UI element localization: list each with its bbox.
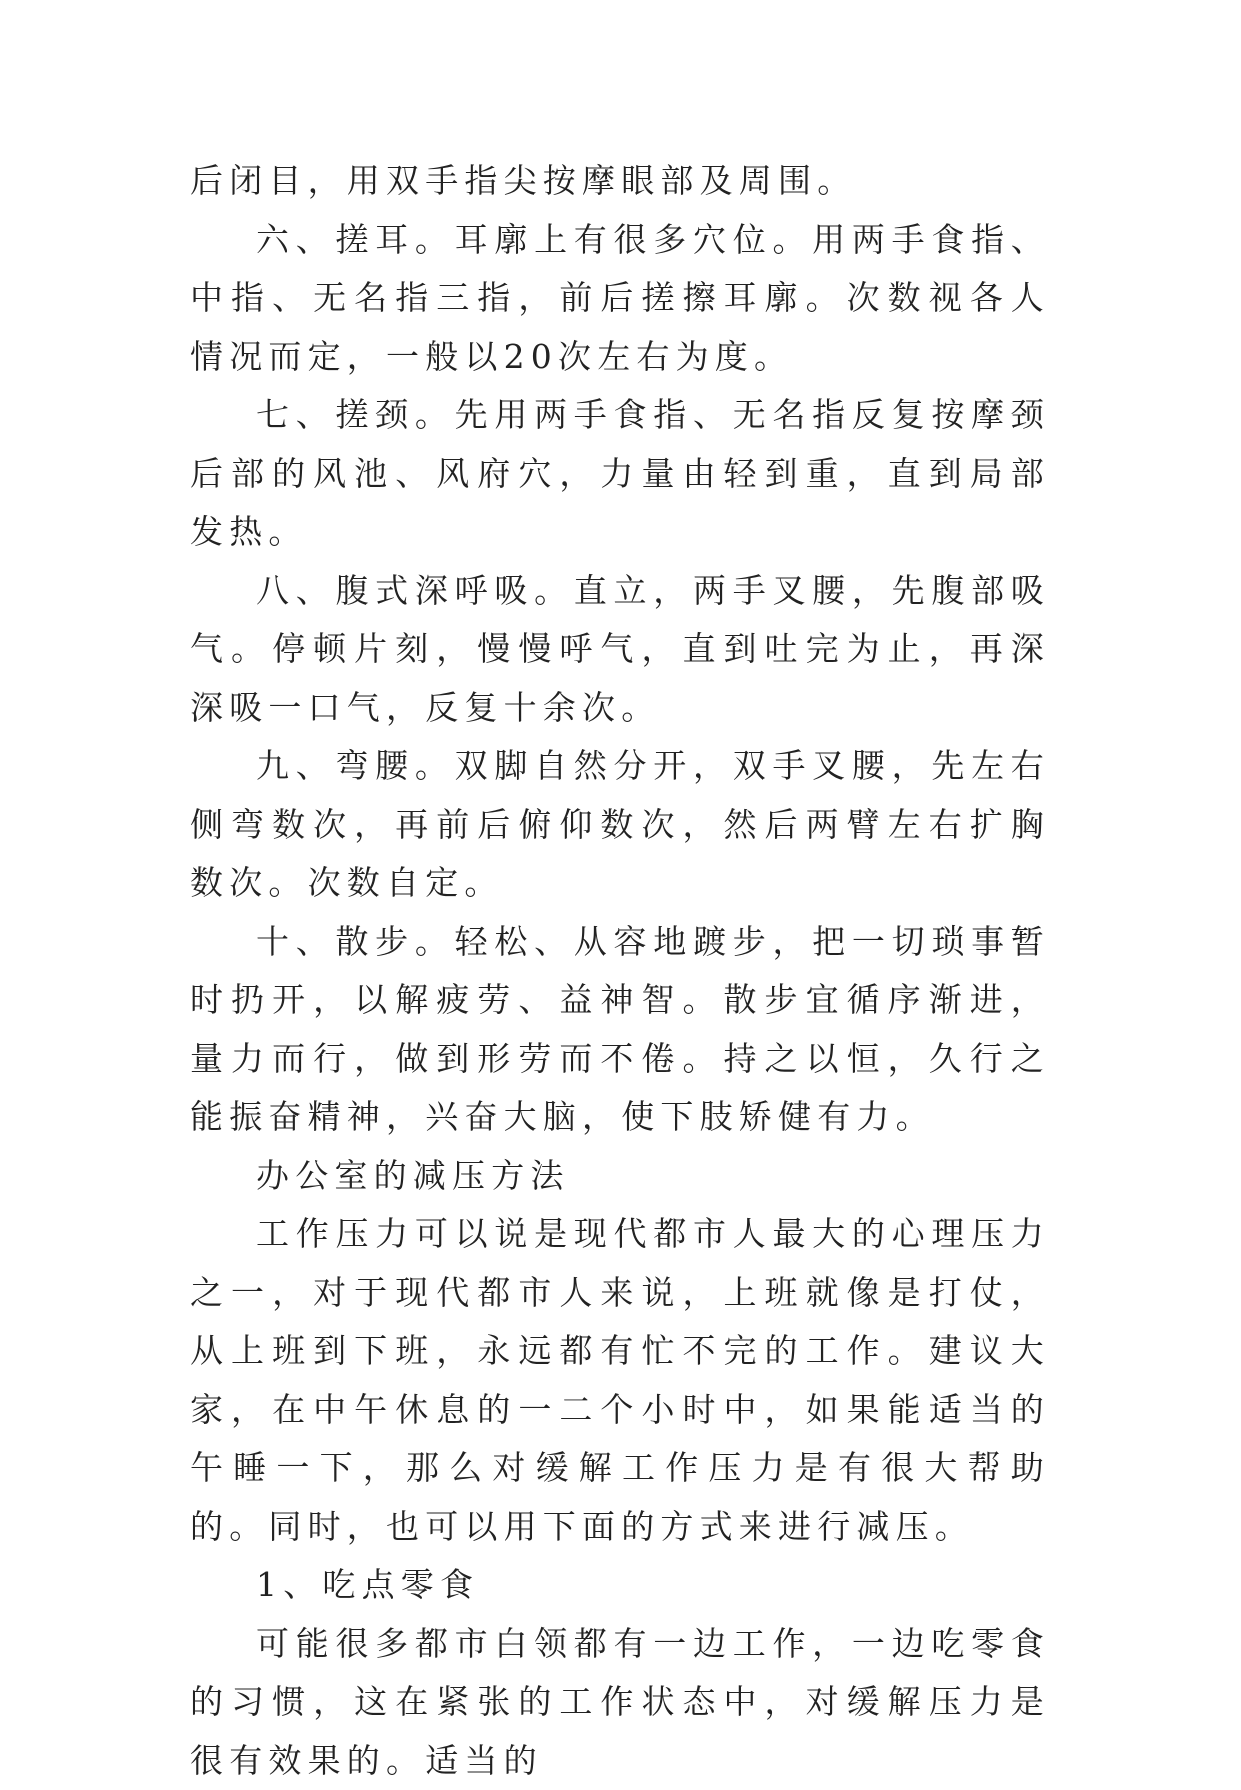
paragraph-deep-breathing: 八、腹式深呼吸。直立，两手叉腰，先腹部吸气。停顿片刻，慢慢呼气，直到吐完为止，再深深吸一口气，反复十余次。 bbox=[190, 562, 1050, 738]
paragraph-snacks: 可能很多都市白领都有一边工作，一边吃零食的习惯，这在紧张的工作状态中，对缓解压力是很有效果的。适当的 bbox=[190, 1615, 1050, 1790]
section-heading-office-stress: 办公室的减压方法 bbox=[190, 1147, 1050, 1206]
paragraph-rub-neck: 七、搓颈。先用两手食指、无名指反复按摩颈后部的风池、风府穴，力量由轻到重，直到局部发热。 bbox=[190, 386, 1050, 562]
paragraph-bend-waist: 九、弯腰。双脚自然分开，双手叉腰，先左右侧弯数次，再前后俯仰数次，然后两臂左右扩胸数次。次数自定。 bbox=[190, 737, 1050, 913]
subheading-snacks: 1、吃点零食 bbox=[190, 1556, 1050, 1615]
paragraph-eye-massage-end: 后闭目，用双手指尖按摩眼部及周围。 bbox=[190, 152, 1050, 211]
document-body bbox=[190, 152, 1050, 1790]
paragraph-work-pressure: 工作压力可以说是现代都市人最大的心理压力之一，对于现代都市人来说，上班就像是打仗，从上班到下班，永远都有忙不完的工作。建议大家，在中午休息的一二个小时中，如果能适当的午睡一下，那么对缓解工作压力是有很大帮助的。同时，也可以用下面的方式来进行减压。 bbox=[190, 1205, 1050, 1556]
paragraph-rub-ears: 六、搓耳。耳廓上有很多穴位。用两手食指、中指、无名指三指，前后搓擦耳廓。次数视各人情况而定，一般以20次左右为度。 bbox=[190, 211, 1050, 387]
paragraph-walking: 十、散步。轻松、从容地踱步，把一切琐事暂时扔开，以解疲劳、益神智。散步宜循序渐进，量力而行，做到形劳而不倦。持之以恒，久行之能振奋精神，兴奋大脑，使下肢矫健有力。 bbox=[190, 913, 1050, 1147]
